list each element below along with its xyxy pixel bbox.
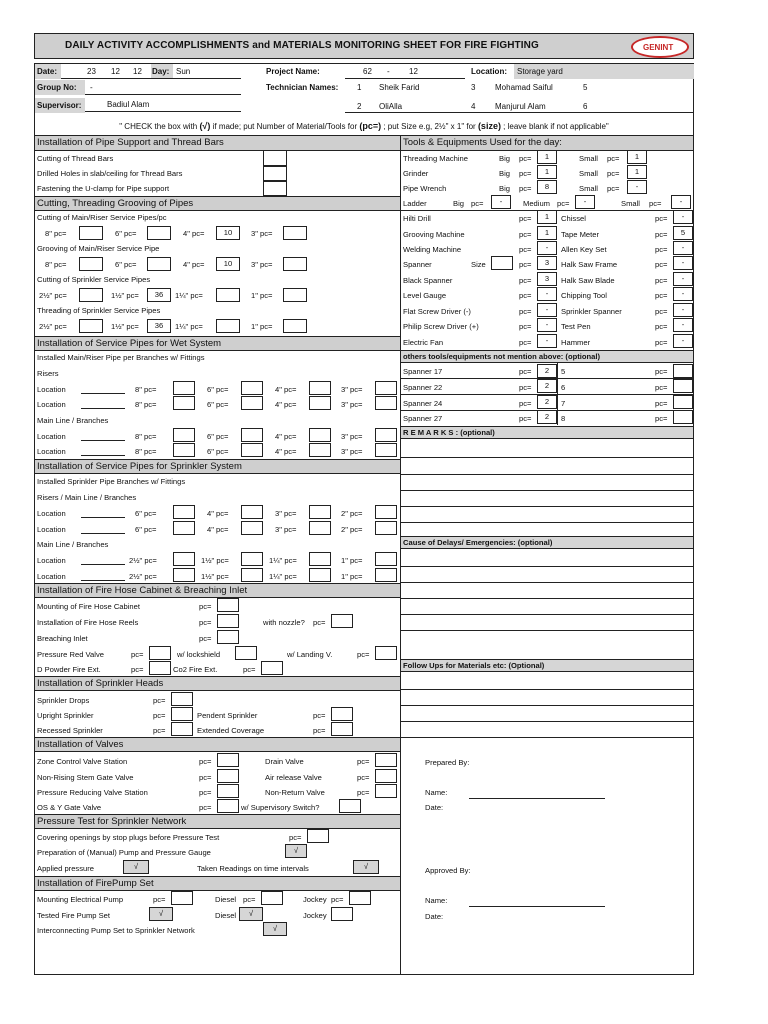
label-risers-main: Risers / Main Line / Branches [37,493,137,502]
tech-num-3: 3 [471,83,476,92]
input-wet-risers-8[interactable] [173,381,195,395]
prepared-by-label: Prepared By: [425,758,470,767]
check-diesel-tested[interactable]: √ [239,907,263,921]
input-wet-risers-3[interactable] [375,381,397,395]
other-tool-7-count[interactable] [673,395,693,409]
input-spr-1b[interactable] [375,568,397,582]
input-spr-cut-1-5[interactable]: 36 [147,288,171,302]
prepared-date-label: Date: [425,803,444,812]
check-interconnecting[interactable]: √ [263,922,287,936]
section-fire-hose: Installation of Fire Hose Cabinet & Breaching Inlet [35,583,400,598]
input-spr-1-5[interactable] [241,552,263,566]
technician-label: Technician Names: [266,83,339,92]
label-dpowder: D Powder Fire Ext. [37,665,101,674]
day-value[interactable]: Sun [176,67,191,76]
company-logo [631,36,689,58]
day-label: Day: [151,64,173,79]
other-tool-4: Spanner 27 [403,414,443,423]
input-drain[interactable] [375,753,397,767]
input-recessed[interactable] [171,722,193,736]
approved-name-field[interactable] [469,906,605,907]
approved-date-label: Date: [425,912,444,921]
check-cutting-thread-bars[interactable] [263,150,287,166]
input-air-release[interactable] [375,769,397,783]
section-pressure-test: Pressure Test for Sprinkler Network [35,814,400,829]
input-electrical-pump[interactable] [171,891,193,905]
input-spr-2-5b[interactable] [173,568,195,582]
supervisor-label: Supervisor: [35,98,85,113]
input-spr-6[interactable] [173,505,195,519]
tech-name-3[interactable]: Mohamad Saiful [495,83,553,92]
check-manual-pump[interactable]: √ [285,844,307,858]
tool-sprinkler-spanner[interactable]: - [673,303,693,317]
instructions-note: " CHECK the box with (√) if made; put Number of Material/Tools for (pc=) ; put Size e.g, 2½" x 1" for (size) ; leave blank if not applicable" [119,121,609,131]
input-wet-risers-4[interactable] [309,381,331,395]
input-spr-thr-1[interactable] [283,319,307,333]
input-stop-plugs[interactable] [307,829,329,843]
tool-saw-frame[interactable]: - [673,256,693,270]
input-co2[interactable] [261,661,283,675]
tool-test-pen[interactable]: - [673,318,693,332]
input-spr-3[interactable] [309,505,331,519]
check-fastening-uclamp[interactable] [263,181,287,196]
input-extended[interactable] [331,722,353,736]
input-cut-3in[interactable] [283,226,307,240]
input-drops[interactable] [171,692,193,706]
input-spr-thr-2-5[interactable] [79,319,103,333]
tech-num-2: 2 [357,102,362,111]
tool-electric-fan[interactable]: - [537,334,557,348]
other-tool-4-count[interactable]: 2 [537,410,557,424]
label-fire-hose-reels: Installation of Fire Hose Reels [37,618,139,627]
input-groove-6in[interactable] [147,257,171,271]
input-spr-cut-1[interactable] [283,288,307,302]
label-breaching-inlet: Breaching Inlet [37,634,88,643]
label-location: Location [37,385,66,394]
tech-num-5: 5 [583,83,588,92]
tech-num-6: 6 [583,102,588,111]
input-pendent[interactable] [331,707,353,721]
input-wet-risers-4b[interactable] [309,396,331,410]
group-value[interactable]: - [90,83,93,92]
tool-saw-blade[interactable]: - [673,272,693,286]
sub-grooving-main: Grooving of Main/Riser Service Pipe [37,244,160,253]
input-wet-risers-6b[interactable] [241,396,263,410]
prepared-name-label: Name: [425,788,448,797]
input-supervisory[interactable] [339,799,361,813]
input-wet-risers-3b[interactable] [375,396,397,410]
tool-flat-screwdriver[interactable]: - [537,303,557,317]
other-tool-1-count[interactable]: 2 [537,364,557,378]
tool-threading-small[interactable]: 1 [627,150,647,164]
input-dpowder[interactable] [149,661,171,675]
tech-num-1: 1 [357,83,362,92]
tool-welding[interactable]: - [537,241,557,255]
section-valves: Installation of Valves [35,737,400,752]
approved-name-label: Name: [425,896,448,905]
input-prv-station[interactable] [217,784,239,798]
input-fhc[interactable] [217,598,239,612]
project-a[interactable]: 62 [363,67,372,76]
input-wet-risers-8b[interactable] [173,396,195,410]
tool-wrench-small[interactable]: - [627,180,647,194]
input-cut-6in[interactable] [147,226,171,240]
project-dash: - [387,67,390,76]
label-upright: Upright Sprinkler [37,711,94,720]
check-applied-pressure[interactable]: √ [123,860,149,874]
input-lockshield[interactable] [235,646,257,660]
label-recessed: Recessed Sprinkler [37,726,103,735]
tool-chissel[interactable]: - [673,210,693,224]
other-tool-3-count[interactable]: 2 [537,395,557,409]
section-sprinkler-heads: Installation of Sprinkler Heads [35,676,400,691]
row-cutting-thread-bars: Cutting of Thread Bars [37,154,114,163]
tool-chipping[interactable]: - [673,287,693,301]
check-drilled-holes[interactable] [263,166,287,181]
input-spr-cut-1-25[interactable] [216,288,240,302]
prepared-name-field[interactable] [469,798,605,799]
tool-spanner[interactable]: 3 [537,256,557,270]
input-wet-main-8[interactable] [173,428,195,442]
other-tool-6-count[interactable] [673,379,693,393]
input-landing[interactable] [375,646,397,660]
label-sprinkler-drops: Sprinkler Drops [37,696,90,705]
tool-philip-screwdriver[interactable]: - [537,318,557,332]
input-wet-main-4[interactable] [309,428,331,442]
date-label: Date: [35,64,61,79]
title-bar [34,33,694,59]
input-prv[interactable] [149,646,171,660]
input-spr-1-25[interactable] [309,552,331,566]
section-wet-system: Installation of Service Pipes for Wet System [35,336,400,351]
approved-by-label: Approved By: [425,866,471,875]
tech-num-4: 4 [471,102,476,111]
location-value[interactable]: Storage yard [514,64,694,79]
input-cut-4in[interactable]: 10 [216,226,240,240]
others-header: others tools/equipments not mention above: (optional) [401,350,693,363]
location-label: Location: [471,67,507,76]
other-tool-2-count[interactable]: 2 [537,379,557,393]
input-spr-thr-1-25[interactable] [216,319,240,333]
sub-threading-sprinkler: Threading of Sprinkler Service Pipes [37,306,161,315]
input-spr-2[interactable] [375,505,397,519]
input-breaching[interactable] [217,630,239,644]
input-wet-main-4b[interactable] [309,443,331,457]
other-tool-5-count[interactable] [673,364,693,378]
check-tested-pump[interactable]: √ [149,907,173,921]
input-wet-main-8b[interactable] [173,443,195,457]
tech-name-4[interactable]: Manjurul Alam [495,102,546,111]
input-spr-2-5[interactable] [173,552,195,566]
tool-allen-key[interactable]: - [673,241,693,255]
input-wet-main-3[interactable] [375,428,397,442]
input-nozzle[interactable] [331,614,353,628]
input-spr-4[interactable] [241,505,263,519]
sub-cutting-main: Cutting of Main/Riser Service Pipes/pc [37,213,167,222]
remarks-header: R E M A R K S : (optional) [401,426,693,439]
followups-header: Follow Ups for Materials etc: (Optional) [401,659,693,672]
input-spr-1[interactable] [375,552,397,566]
label-mainline: Main Line / Branches [37,416,109,425]
supervisor-value[interactable]: Badiul Alam [107,100,150,109]
input-diesel-pump[interactable] [261,891,283,905]
label-risers: Risers [37,369,59,378]
input-spr-4b[interactable] [241,521,263,535]
logo-text: GENINT [643,43,674,52]
input-wet-main-6[interactable] [241,428,263,442]
input-wet-main-6b[interactable] [241,443,263,457]
other-tool-3: Spanner 24 [403,399,443,408]
input-upright[interactable] [171,707,193,721]
main-grid: Installation of Pipe Support and Thread Bars Cutting of Thread Bars Drilled Holes in slab/ceiling for Thread Bars Fastening the U-clamp for Pipe support Cutting, Threading Grooving of Pipes Cutting of Main/Riser Service Pipes/pc 8" pc= 6" pc= 4" pc= 10 3" pc= Grooving of Main/Riser Service Pipe 8" pc= 6" pc= 4" pc= 10 3" pc= Cutting of Sprinkler Service Pipes 2½" pc= 1½" pc= 36 1¼" pc= 1" pc= Threading of Sprinkler Service Pipes 2½" pc= 1½" pc= 36 1¼" pc= 1" pc= Installation of Service Pipes for Wet System Installed Main/Riser Pipe per Branches w/ Fittings Risers Location 8" pc= 6" pc= 4" pc= 3" pc= Location 8" pc= 6" pc= 4" pc= 3" pc= Main Line / Branches Location 8" pc= 6" pc= 4" pc= 3" pc= Location 8" pc= 6" pc= 4" pc= 3" pc= Installation of Service Pipes for Sprinkler System Installed Sprinkler Pipe Branches w/ Fittings Risers / Main Line / Branches Location 6" pc= 4" pc= 3" pc= 2" pc= Location 6" pc= 4" pc= 3" pc= 2" pc= Main Line / Branches Location 2½" pc= 1½" pc= 1¼" pc= 1" pc= Location 2½" pc= 1½" pc= 1¼" pc= 1" pc= Installation of Fire Hose Cabinet & Breaching Inlet Mounting of Fire Hose Cabinet pc= Installation of Fire Hose Reels pc= with nozzle? pc= Breaching Inlet pc= Pressure Red Valve pc= w/ lockshield w/ Landing V. pc= D Powder Fire Ext. pc= Co2 Fire Ext. pc= Installation of Sprinkler Heads Sprinkler Drops pc= Upright Sprinkler pc= Pendent Sprinkler pc= Recessed Sprinkler pc= Extended Coverage pc= Installation of Valves Zone Control Valve Station pc= Drain Valve pc= Non-Rising Stem Gate Valve pc= Air release Valve pc= Pressure Reducing Valve Station pc= Non-Return Valve pc= OS & Y Gate Valve pc= w/ Supervisory Switch? Pressure Test for Sprinkler Network Covering openings by stop plugs before Pressure Test pc= Preparation of (Manual) Pump and Pressure Gauge √ Applied pressure √ Taken Readings on time intervals √ Installation of FirePump Set Mounting Electrical Pump pc= Diesel pc= Jockey pc= Tested Fire Pump Set √ Diesel √ Jockey Interconnecting Pump Set to Sprinkler Network √ Tools & Equipments Used for the day: Threading Machine Big pc= 1 Small pc= 1 Grinder Big pc= 1 Small pc= 1 Pipe Wrench Big pc= 8 Small pc= - Ladder Big pc= - Medium pc= - Small pc= - Hilti Drill pc= 1 Chissel pc= - Grooving Machine pc= 1 Tape Meter pc= 5 Welding Machine pc= - Allen Key Set pc= - Spanner Size pc= 3 Halk Saw Frame pc= - Black Spanner pc= 3 Halk Saw Blade pc= - Level Gauge pc= - Chipping Tool pc= - Flat Screw Driver (-) pc= - Sprinkler Spanner pc= - Philip Screw Driver (+) pc= - Test Pen pc= - Electric Fan pc= - Hammer pc= - others tools/equipments not mention above: (optional) Spanner 17 pc= 2 5 pc= Spanner 22 pc= 2 6 pc= Spanner 24 pc= 2 7 pc= Spanner 27 pc= 2 8 pc= R E M A R K S : (optional) Cause of Delays/ Emergencies: (optional) Follow Ups for Materials etc: (Optional) Prepared By: Name: Date: Approved By: Name: Date: [34,135,694,975]
other-tool-2: Spanner 22 [403,383,443,392]
tool-level-gauge[interactable]: - [537,287,557,301]
input-spr-6b[interactable] [173,521,195,535]
input-spr-1-25b[interactable] [309,568,331,582]
input-spr-1-5b[interactable] [241,568,263,582]
tool-grinder-big[interactable]: 1 [537,165,557,179]
tool-ladder-medium[interactable]: - [575,195,595,209]
input-spr-cut-2-5[interactable] [79,288,103,302]
other-tool-8-count[interactable] [673,410,693,424]
check-jockey-tested[interactable] [331,907,353,921]
row-fastening-uclamp: Fastening the U-clamp for Pipe support [37,184,170,193]
sub-cutting-sprinkler: Cutting of Sprinkler Service Pipes [37,275,151,284]
date-year[interactable]: 12 [133,67,142,76]
input-non-return[interactable] [375,784,397,798]
tool-threading-big[interactable]: 1 [537,150,557,164]
input-fhr[interactable] [217,614,239,628]
date-day[interactable]: 23 [87,67,96,76]
tool-wrench-big[interactable]: 8 [537,180,557,194]
section-cutting-threading: Cutting, Threading Grooving of Pipes [35,196,400,211]
input-nrs-gate[interactable] [217,769,239,783]
check-readings[interactable]: √ [353,860,379,874]
input-groove-4in[interactable]: 10 [216,257,240,271]
input-spr-thr-1-5[interactable]: 36 [147,319,171,333]
tool-hilti[interactable]: 1 [537,210,557,224]
delays-header: Cause of Delays/ Emergencies: (optional) [401,536,693,549]
sub-installed-main: Installed Main/Riser Pipe per Branches w/ Fittings [37,353,205,362]
tool-tape-meter[interactable]: 5 [673,226,693,240]
section-firepump: Installation of FirePump Set [35,876,400,891]
input-zone-control[interactable] [217,753,239,767]
tech-name-1[interactable]: Sheik Farid [379,83,420,92]
date-month[interactable]: 12 [111,67,120,76]
project-b[interactable]: 12 [409,67,418,76]
tech-name-2[interactable]: OliAlla [379,102,403,111]
other-tool-1: Spanner 17 [403,367,443,376]
label-mounting-fhc: Mounting of Fire Hose Cabinet [37,602,140,611]
tool-spanner-size[interactable] [491,256,513,270]
tool-grooving[interactable]: 1 [537,226,557,240]
input-wet-risers-6[interactable] [241,381,263,395]
input-groove-8in[interactable] [79,257,103,271]
input-spr-3b[interactable] [309,521,331,535]
sheet-title: DAILY ACTIVITY ACCOMPLISHMENTS and MATERIALS MONITORING SHEET FOR FIRE FIGHTING [65,40,539,51]
input-jockey-pump[interactable] [349,891,371,905]
input-spr-2b[interactable] [375,521,397,535]
tool-hammer[interactable]: - [673,334,693,348]
tool-ladder-small[interactable]: - [671,195,691,209]
section-tools: Tools & Equipments Used for the day: [401,136,693,151]
group-label: Group No: [35,80,85,95]
header-info [34,63,694,145]
input-groove-3in[interactable] [283,257,307,271]
input-cut-8in[interactable] [79,226,103,240]
tool-black-spanner[interactable]: 3 [537,272,557,286]
row-drilled-holes: Drilled Holes in slab/ceiling for Thread Bars [37,169,183,178]
label-pressure-red-valve: Pressure Red Valve [37,650,104,659]
input-wet-main-3b[interactable] [375,443,397,457]
section-sprinkler-system: Installation of Service Pipes for Sprinkler System [35,459,400,474]
input-osy[interactable] [217,799,239,813]
tool-ladder-big[interactable]: - [491,195,511,209]
sub-installed-sprinkler: Installed Sprinkler Pipe Branches w/ Fittings [37,477,186,486]
project-label: Project Name: [266,67,320,76]
section-pipe-support: Installation of Pipe Support and Thread Bars [35,136,400,151]
tool-grinder-small[interactable]: 1 [627,165,647,179]
